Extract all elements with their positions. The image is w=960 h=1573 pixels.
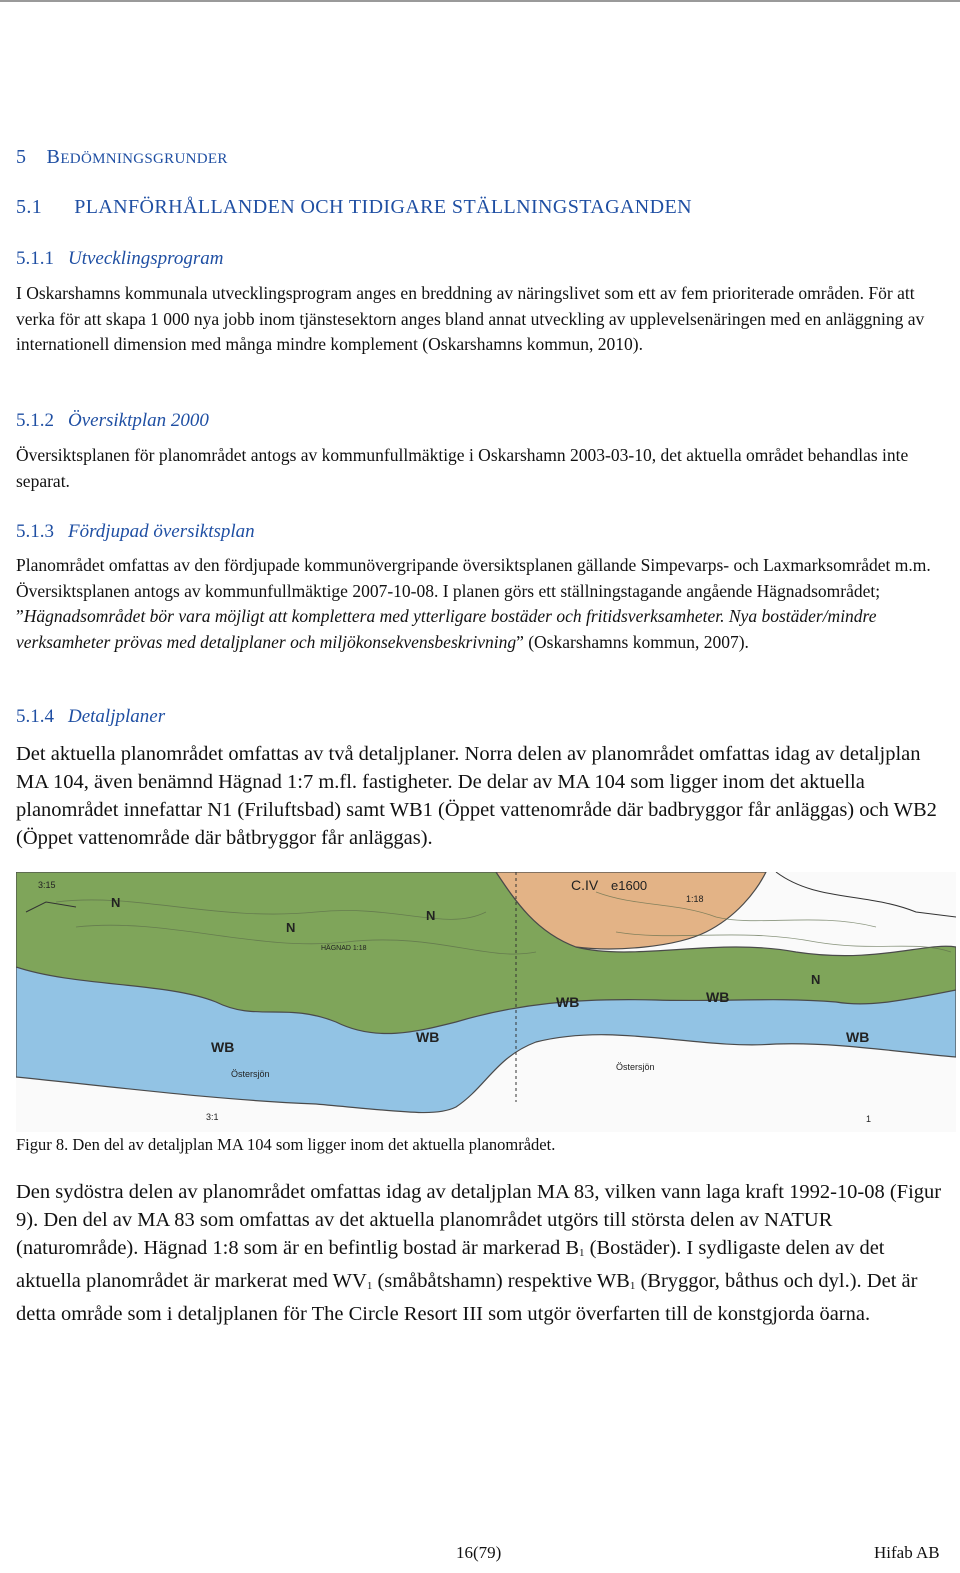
paragraph-utvecklingsprogram: I Oskarshamns kommunala utvecklingsprogram anges en breddning av näringslivet som ett av fem prioriterade områden. För att verka för att skapa 1 000 nya jobb inom tjänstesektorn anges bland annat utveckling av upplevelsenäringen med en anläggning av internationell dimension med många mindre komplement (Oskarshamns kommun, 2010).: [16, 283, 925, 354]
heading-title: Fördjupad översiktsplan: [68, 521, 255, 542]
paragraph-detaljplaner: Det aktuella planområdet omfattas av två detaljplaner. Norra delen av planområdet omfattas idag av detaljplan MA 104, även benämnd Hägnad 1:7 m.fl. fastigheter. De delar av MA 104 som ligger inom det aktuella planområdet innefattar N1 (Friluftsbad) samt WB1 (Öppet vattenområde där badbryggor får anläggas) och WB2 (Öppet vattenområde där båtbryggor får anläggas).: [16, 743, 937, 849]
heading-number: 5.1.3: [16, 521, 54, 542]
text-part: Den sydöstra delen av planområdet omfattas idag av detaljplan MA 83, vilken vann laga kraft 1992-10-08 (Figur 9). Den del av MA 83 som omfattas av det aktuella planområdet utgörs till största delen av NATUR (naturområde). Hägnad 1:8 som är en befintlig bostad är markerad B: [16, 1181, 942, 1259]
heading-title: Detaljplaner: [68, 706, 166, 727]
text-part: (småbåtshamn) respektive WB: [372, 1270, 630, 1292]
map-label: WB: [556, 994, 580, 1010]
map-label: e1600: [611, 878, 648, 893]
map-label: N: [111, 895, 121, 910]
top-rule: [0, 0, 960, 2]
heading-2: [16, 196, 692, 219]
map-label: WB: [846, 1029, 870, 1045]
detail-plan-map: [16, 872, 956, 1132]
subscript: 1: [579, 1247, 585, 1259]
map-label: N: [811, 972, 821, 987]
page-number: 16(79): [456, 1543, 502, 1562]
map-label: C.IV: [571, 877, 599, 893]
heading-number: 5.1.2: [16, 410, 54, 431]
paragraph-oversiktsplan: Översiktsplanen för planområdet antogs av kommunfullmäktige i Oskarshamn 2003-03-10, det aktuella området behandlas inte separat.: [16, 445, 909, 491]
map-label: Östersjön: [616, 1062, 655, 1072]
text-part: (Bryggor, båthus och dyl.). Det är detta område som i detaljplanen för The Circle Resort III som utgör överfarten till de konstgjorda öarna.: [16, 1270, 918, 1325]
text-part: Planområdet omfattas av den fördjupade kommunövergripande översiktsplanen gällande Simpevarps- och Laxmarksområdet m.m. Översiktsplanen antogs av kommunfullmäktige 2007-10-08. I planen görs ett ställningstagande angående Hägnadsområdet; ”: [16, 555, 931, 626]
map-label: 1: [866, 1114, 872, 1124]
heading-5-1-1: [16, 248, 224, 270]
heading-5-1-2: [16, 410, 209, 432]
paragraph-ma83: [16, 1178, 952, 1328]
heading-title: Utvecklingsprogram: [68, 248, 224, 269]
paragraph-fordjupad-oversiktsplan: [16, 553, 952, 655]
heading-1-first-letter: B: [46, 146, 61, 168]
heading-1-rest: EDÖMNINGSGRUNDER: [60, 151, 228, 167]
map-label: HÄGNAD 1:18: [321, 945, 367, 952]
heading-title: Översiktplan 2000: [68, 410, 209, 431]
map-label: 3:1: [206, 1112, 219, 1122]
heading-1-number: 5: [16, 146, 27, 168]
heading-5-1-4: [16, 706, 165, 728]
heading-2-title: PLANFÖRHÅLLANDEN OCH TIDIGARE STÄLLNINGSTAGANDEN: [74, 196, 692, 218]
text-part: (Bostäder). I sydligaste delen av det aktuella planområdet är markerat med WV: [16, 1237, 885, 1292]
heading-1: [16, 146, 228, 169]
subscript: 1: [629, 1280, 636, 1292]
subscript: 1: [366, 1280, 373, 1292]
heading-5-1-3: [16, 521, 255, 543]
map-label: 3:15: [38, 880, 56, 890]
map-label: WB: [706, 989, 730, 1005]
heading-2-number: 5.1: [16, 196, 43, 218]
text-part: ” (Oskarshamns kommun, 2007).: [516, 631, 749, 652]
company-name: Hifab AB: [874, 1543, 940, 1562]
map-label: N: [286, 920, 296, 935]
heading-number: 5.1.4: [16, 706, 54, 727]
quote: Hägnadsområdet bör vara möjligt att komplettera med ytterligare bostäder och fritidsverksamheter. Nya bostäder/mindre verksamheter prövas med detaljplaner och miljökonsekvensbeskrivning: [16, 606, 877, 652]
map-label: 1:18: [686, 894, 704, 904]
map-label: N: [426, 908, 436, 923]
map-label: WB: [416, 1029, 440, 1045]
heading-number: 5.1.1: [16, 248, 54, 269]
map-label: WB: [211, 1039, 235, 1055]
map-label: Östersjön: [231, 1069, 270, 1079]
figure-caption: Figur 8. Den del av detaljplan MA 104 som ligger inom det aktuella planområdet.: [16, 1135, 556, 1154]
